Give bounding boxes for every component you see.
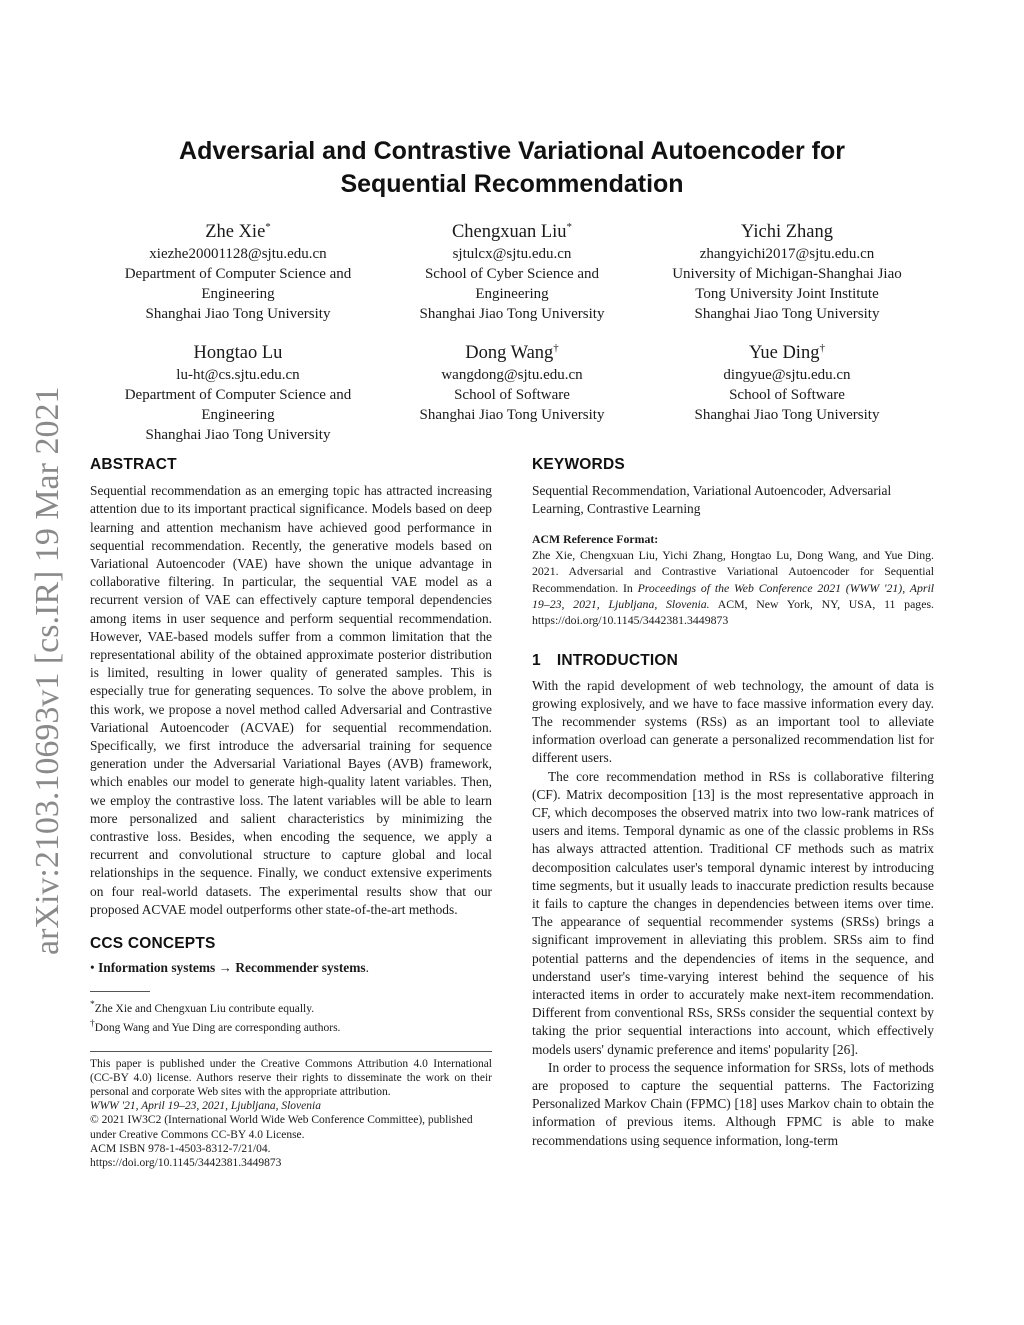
- author-block: [367, 341, 657, 425]
- author-affiliation: Engineering: [475, 286, 549, 302]
- author-block: [642, 220, 932, 324]
- left-column: [90, 456, 492, 1170]
- title-line-1: Adversarial and Contrastive Variational Autoencoder for: [179, 137, 845, 165]
- author-affiliation: Department of Computer Science and: [124, 387, 352, 403]
- venue-line: WWW '21, April 19–23, 2021, Ljubljana, Slovenia: [90, 1100, 321, 1113]
- author-name: Chengxuan Liu*: [451, 220, 573, 242]
- acm-ref-tail[interactable]: ACM, New York, NY, USA, 11 pages. https://doi.org/10.1145/3442381.3449873: [532, 596, 934, 628]
- keywords-text: Sequential Recommendation, Variational Autoencoder, Adversarial Learning, Contrastive Learning: [532, 483, 892, 517]
- author-university: Shanghai Jiao Tong University: [145, 427, 331, 443]
- isbn-line: ACM ISBN 978-1-4503-8312-7/21/04.: [90, 1142, 271, 1155]
- author-email[interactable]: zhangyichi2017@sjtu.edu.cn: [699, 246, 875, 262]
- author-block: [93, 341, 383, 445]
- author-name: Dong Wang†: [465, 341, 559, 363]
- ccs-subconcept: Recommender systems: [235, 960, 366, 976]
- author-university: Shanghai Jiao Tong University: [419, 407, 605, 423]
- license-rule: [90, 1051, 492, 1052]
- author-affiliation: Engineering: [201, 407, 275, 423]
- author-affiliation: School of Cyber Science and: [424, 266, 600, 282]
- author-block: [93, 220, 383, 324]
- acm-ref-text: Zhe Xie, Chengxuan Liu, Yichi Zhang, Hongtao Lu, Dong Wang, and Yue Ding. 2021. Adversarial and Contrastive Variational Autoencoder for Sequential Recommendation. In Proceedings of the Web Conference 2021 (WWW '21), April 19–23, 2021, Ljubljana, Slovenia. ACM, New York, NY, USA, 11 pages. https://doi.org/10.1145/3442381.3449873: [532, 547, 935, 628]
- ccs-arrow: →: [218, 960, 232, 976]
- author-university: Shanghai Jiao Tong University: [419, 306, 605, 322]
- copyright-line: © 2021 IW3C2 (International World Wide Web Conference Committee), published under Creative Commons CC-BY 4.0 License.: [90, 1114, 473, 1141]
- author-university: Shanghai Jiao Tong University: [145, 306, 331, 322]
- author-university: Shanghai Jiao Tong University: [694, 407, 880, 423]
- intro-paragraph: With the rapid development of web technology, the amount of data is growing explosively, and we have to face massive information every day. The recommender systems (RSs) as an important tool to alleviate information overload can generate a personalized recommendation list for different users.: [532, 677, 934, 766]
- author-block: [367, 220, 657, 324]
- author-email[interactable]: wangdong@sjtu.edu.cn: [441, 367, 583, 383]
- author-affiliation: Tong University Joint Institute: [695, 286, 879, 302]
- author-affiliation: School of Software: [454, 387, 570, 403]
- author-affiliation: Engineering: [201, 286, 275, 302]
- ccs-heading: CCS CONCEPTS: [90, 935, 216, 953]
- acm-ref-heading: ACM Reference Format:: [532, 531, 659, 546]
- footnote-rule: [90, 991, 150, 992]
- author-email[interactable]: dingyue@sjtu.edu.cn: [723, 367, 851, 383]
- ccs-concept: Information systems: [98, 960, 216, 976]
- acm-ref-proceedings: Proceedings of the Web Conference 2021 (WWW '21), April 19–23, 2021, Ljubljana, Slovenia.: [532, 580, 935, 611]
- paper-title: [0, 135, 1024, 201]
- author-university: Shanghai Jiao Tong University: [694, 306, 880, 322]
- arxiv-stamp: arXiv:2103.10693v1 [cs.IR] 19 Mar 2021: [29, 386, 66, 955]
- author-affiliation: Department of Computer Science and: [124, 266, 352, 282]
- author-name: Yue Ding†: [749, 341, 825, 363]
- author-email[interactable]: lu-ht@cs.sjtu.edu.cn: [176, 367, 300, 383]
- intro-paragraph: In order to process the sequence information for SRSs, lots of methods are proposed to capture the sequential patterns. The Factorizing Personalized Markov Chain (FPMC) [18] uses Markov chain to obtain the information of previous items. Although FPMC is able to make recommendations using sequence information, long-term: [532, 1059, 934, 1148]
- author-name: Hongtao Lu: [193, 343, 283, 363]
- intro-paragraph: The core recommendation method in RSs is collaborative filtering (CF). Matrix decomposition [13] is the most representative approach in CF, which decomposes the observed matrix into two low-rank matrices of users and items. Temporal dynamic as one of the classic problems in RSs has always attracted attention. Traditional CF methods such as matrix decomposition calculates user's temporal dynamic interest by introducing time segments, but it usually leads to inaccurate prediction results because it fails to capture the changes in dependencies between items over time. The appearance of sequential recommender systems (SRSs) brings a significant improvement in alleviating this problem. SRSs aim to find potential patterns and the dependencies of items in the sequence, and understand user's time-varying interest behind the sequence of his interacted items in order to accurately make next-item recommendation. Different from conventional RSs, SRSs consider the sequential context by taking the prior sequential interactions into account, which effectively models users' dynamic preference and items' popularity [26].: [532, 768, 934, 1057]
- intro-heading: 1 INTRODUCTION: [532, 652, 679, 670]
- footnote: *Zhe Xie and Chengxuan Liu contribute equally.: [90, 999, 315, 1016]
- license-text: This paper is published under the Creative Commons Attribution 4.0 International (CC-BY 4.0) license. Authors reserve their rights to disseminate the work on their personal and corporate Web sites with the appropriate attribution.: [90, 1057, 492, 1098]
- abstract-heading: ABSTRACT: [90, 456, 177, 473]
- abstract-text: Sequential recommendation as an emerging topic has attracted increasing attention due to its important practical significance. Models based on deep learning and attention mechanism have achieved good performance in sequential recommendation. Recently, the generative models based on Variational Autoencoder (VAE) have shown the unique advantage in collaborative filtering. In particular, the sequential VAE model as a recurrent version of VAE can effectively capture temporal dependencies among items in user sequence and perform sequential recommendation. However, VAE-based models suffer from a common limitation that the representational ability of the obtained approximate posterior distribution is limited, resulting in lower quality of generated samples. This is especially true for generating sequences. To solve the above problem, in this work, we propose a novel method called Adversarial and Contrastive Variational Autoencoder (ACVAE) for sequential recommendation. Specifically, we first introduce the adversarial training for sequence generation under the Adversarial Variational Bayes (AVB) framework, which enables our model to generate high-quality latent variables. Then, we employ the contrastive loss. The latent variables will be able to learn more personalized and salient characteristics by minimizing the contrastive loss. Besides, when encoding the sequence, we apply a recurrent and convolutional structure to capture global and local relationships in the sequence. Finally, we conduct extensive experiments on four real-world datasets. The experimental results show that our proposed ACVAE model outperforms other state-of-the-art methods.: [90, 483, 492, 917]
- right-column: [532, 456, 934, 1150]
- author-email[interactable]: xiezhe20001128@sjtu.edu.cn: [149, 246, 327, 262]
- footnote: †Dong Wang and Yue Ding are corresponding authors.: [90, 1017, 341, 1034]
- author-block: [642, 341, 932, 425]
- keywords-heading: KEYWORDS: [532, 456, 625, 473]
- author-name: Yichi Zhang: [741, 222, 833, 242]
- ccs-bullet: •: [90, 960, 95, 976]
- ccs-concepts: • Information systems → Recommender systems.: [90, 960, 369, 976]
- title-line-2: Sequential Recommendation: [340, 170, 684, 198]
- author-affiliation: School of Software: [729, 387, 845, 403]
- author-affiliation: University of Michigan-Shanghai Jiao: [672, 266, 902, 282]
- author-name: Zhe Xie*: [205, 220, 271, 242]
- doi-link[interactable]: https://doi.org/10.1145/3442381.3449873: [90, 1156, 282, 1169]
- author-email[interactable]: sjtulcx@sjtu.edu.cn: [452, 246, 572, 262]
